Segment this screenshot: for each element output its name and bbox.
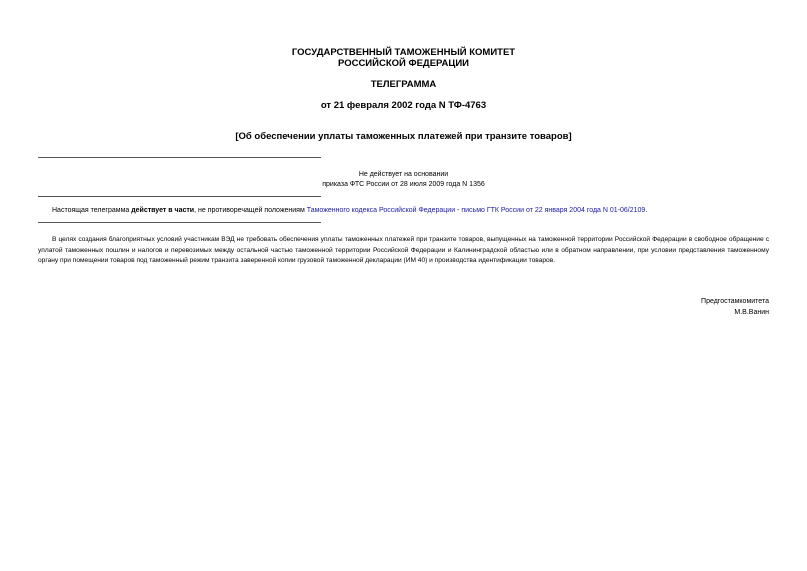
signature-name: М.В.Ванин (734, 308, 769, 316)
document-title: [Об обеспечении уплаты таможенных платежей при транзите товаров] (235, 131, 572, 142)
note-prefix: Настоящая телеграмма (52, 207, 132, 214)
note-suffix: . (645, 207, 648, 214)
note-bold: действует в части (131, 207, 195, 214)
note-middle: , не противоречащей положениям (194, 207, 307, 214)
divider-top (38, 157, 321, 158)
organization-name (0, 47, 807, 69)
organization-line-2: РОССИЙСКОЙ ФЕДЕРАЦИИ (337, 58, 469, 69)
organization-line-1: ГОСУДАРСТВЕННЫЙ ТАМОЖЕННЫЙ КОМИТЕТ (291, 47, 516, 58)
document-date: от 21 февраля 2002 года N ТФ-4763 (320, 100, 487, 111)
document-type: ТЕЛЕГРАММА (370, 79, 437, 90)
status-line-1: Не действует на основании (358, 171, 449, 178)
divider-bottom (38, 222, 321, 223)
signature-block (701, 297, 769, 318)
customs-code-link[interactable]: Таможенного кодекса Российской Федерации (306, 207, 456, 214)
status-block (0, 170, 807, 190)
main-paragraph: В целях создания благоприятных условий участникам ВЭД не требовать обеспечения уплаты таможенных платежей при транзите товаров, выпущенных на таможенной территории Российской Федерации в свободное обращение с уплатой таможенных пошлин и налогов и перевозимых между остальной частью таможенной территории Российской Федерации и Калининградской областью или в обратном направлении, при условии представления таможенному органу при помещении товаров под таможенный режим транзита заверенной копии грузовой таможенной декларации (ИМ 40) и производства идентификации товаров. (38, 236, 769, 264)
divider-middle (38, 196, 321, 197)
validity-note (52, 206, 772, 216)
signature-position: Предгостамкомитета (701, 298, 769, 305)
note-separator: - (455, 207, 462, 214)
status-line-2: приказа ФТС России от 28 июля 2009 года N 1356 (322, 181, 485, 188)
gtk-letter-link[interactable]: письмо ГТК России от 22 января 2004 года N 01-06/2109 (461, 207, 646, 214)
